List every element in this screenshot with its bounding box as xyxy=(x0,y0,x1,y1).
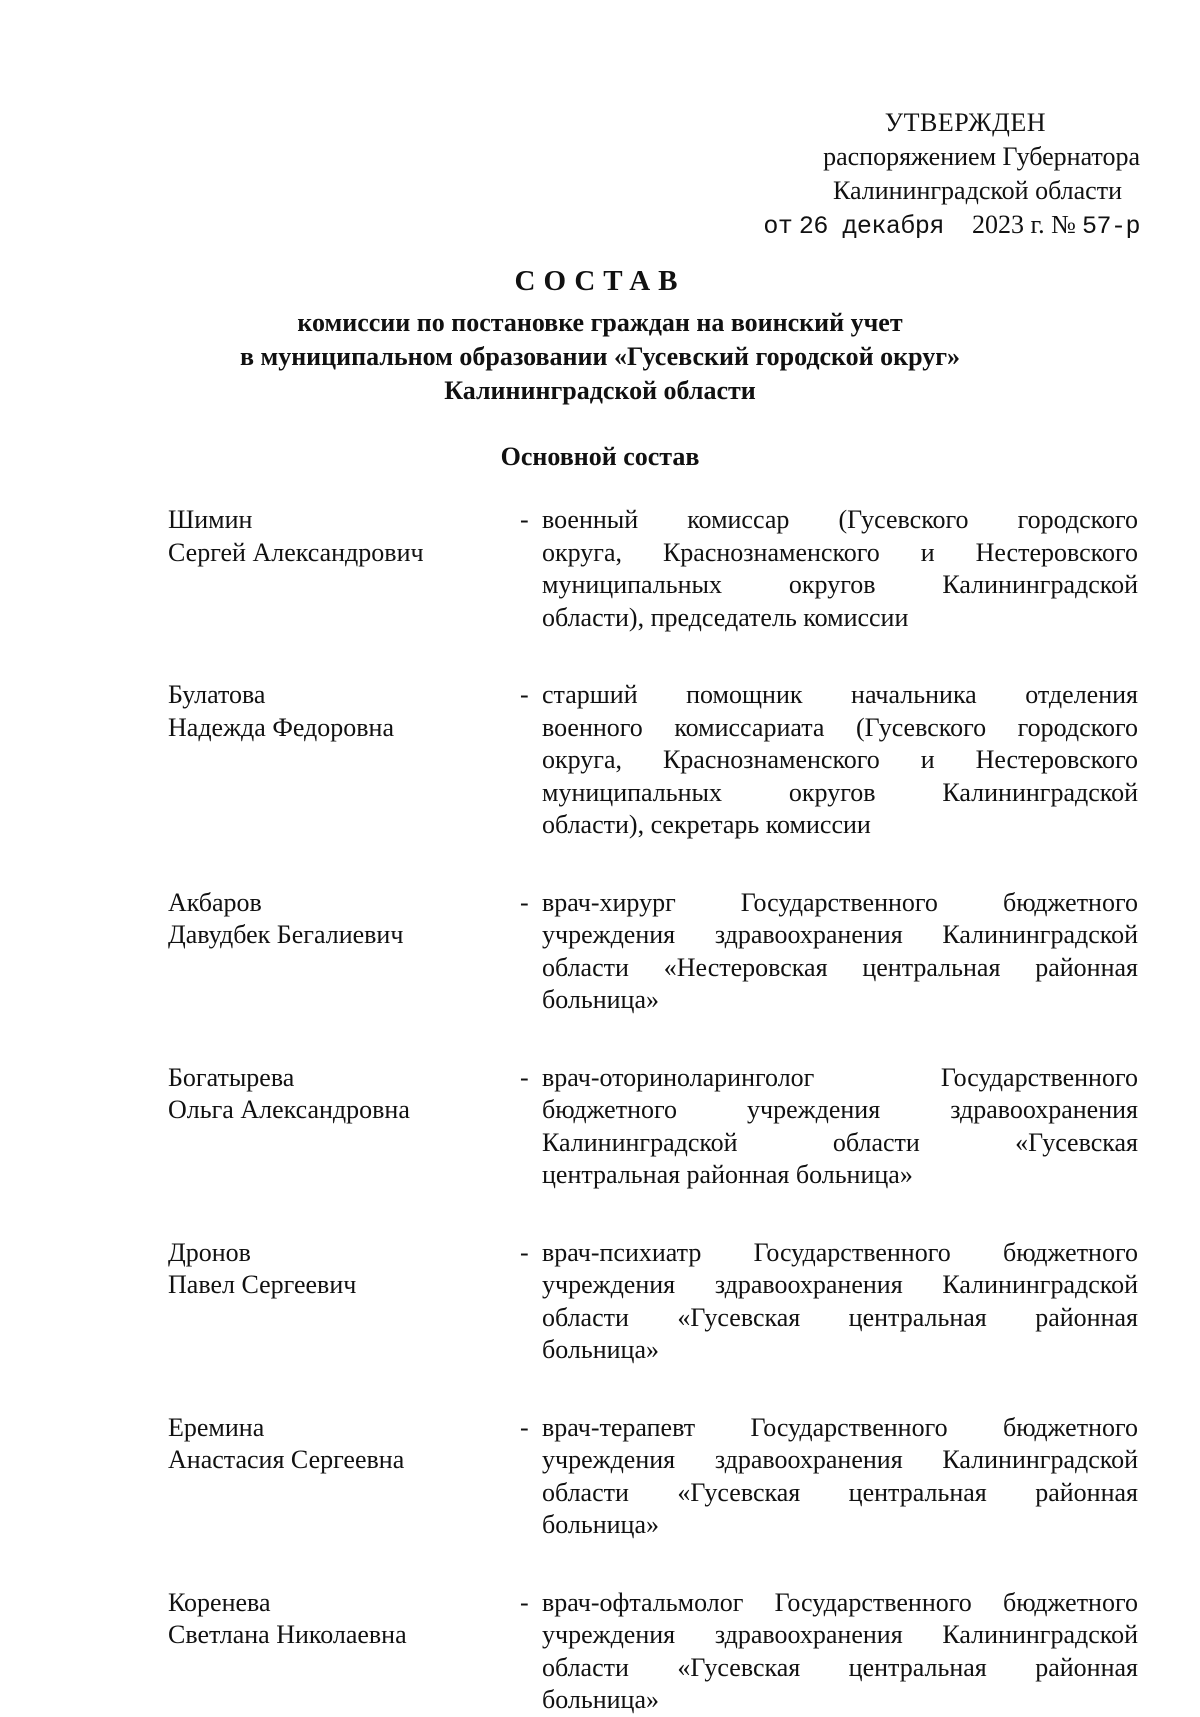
member-role-line: муниципальных округов Калининградской xyxy=(542,777,1138,807)
member-role-line: области), председатель комиссии xyxy=(542,602,909,632)
member-row xyxy=(168,1587,1138,1717)
member-role-line: области «Нестеровская центральная районная xyxy=(542,952,1138,982)
member-role-line: врач-терапевт Государственного бюджетного xyxy=(542,1412,1138,1442)
member-given-names: Анастасия Сергеевна xyxy=(168,1445,405,1474)
member-name xyxy=(168,1237,520,1302)
member-role xyxy=(542,1237,1138,1367)
member-surname: Еремина xyxy=(168,1412,265,1442)
member-dash: - xyxy=(520,505,529,534)
member-role-line: врач-психиатр Государственного бюджетного xyxy=(542,1237,1138,1267)
member-role-line: больница» xyxy=(542,1335,659,1364)
member-role-line: старший помощник начальника отделения xyxy=(542,680,1138,709)
member-role xyxy=(542,1412,1138,1542)
date-prefix: от xyxy=(763,212,793,241)
member-role-line: области «Гусевская центральная районная xyxy=(542,1477,1138,1507)
member-role-line: муниципальных округов Калининградской xyxy=(542,570,1138,599)
member-role-line: области «Гусевская центральная районная xyxy=(542,1302,1138,1332)
member-dash: - xyxy=(520,1412,529,1442)
member-role-line: военный комиссар (Гусевского городского xyxy=(542,505,1138,534)
member-role-line: военного комиссариата (Гусевского городского xyxy=(542,712,1138,742)
member-row xyxy=(168,504,1138,634)
approval-authority: распоряжением Губернатора xyxy=(823,142,1140,171)
member-role xyxy=(542,1062,1138,1192)
member-given-names: Ольга Александровна xyxy=(168,1095,410,1124)
title-line-2: в муниципальном образовании «Гусевский городской округ» xyxy=(239,342,961,371)
member-row xyxy=(168,1237,1138,1367)
document-title xyxy=(0,264,1200,408)
member-role-line: врач-оториноларинголог Государственного xyxy=(542,1062,1138,1092)
title-line-3: Калининградской области xyxy=(444,376,756,405)
member-role-line: врач-офтальмолог Государственного бюджетного xyxy=(542,1587,1138,1617)
member-surname: Шимин xyxy=(168,505,253,534)
title-main: СОСТАВ xyxy=(514,265,686,297)
date-year: 2023 г. № xyxy=(971,210,1076,239)
member-role-line: округа, Краснознаменского и Нестеровского xyxy=(542,745,1138,774)
member-role-line: центральная районная больница» xyxy=(542,1160,913,1189)
member-role-line: области «Гусевская центральная районная xyxy=(542,1652,1138,1682)
member-role-line: учреждения здравоохранения Калининградской xyxy=(542,1620,1138,1649)
title-line-1: комиссии по постановке граждан на воинский учет xyxy=(297,308,903,337)
member-role-line: больница» xyxy=(542,1685,659,1714)
member-surname: Булатова xyxy=(168,680,266,709)
members-list xyxy=(168,504,1138,1717)
approval-label: УТВЕРЖДЕН xyxy=(884,108,1046,137)
member-dash: - xyxy=(520,1587,529,1617)
member-dash: - xyxy=(520,1062,529,1092)
member-role-line: врач-хирург Государственного бюджетного xyxy=(542,887,1138,917)
member-row xyxy=(168,679,1138,842)
member-row xyxy=(168,887,1138,1017)
member-role-line: учреждения здравоохранения Калининградской xyxy=(542,1270,1138,1299)
member-role-line: области), секретарь комиссии xyxy=(542,810,871,839)
member-role-line: больница» xyxy=(542,1510,659,1539)
section-heading: Основной состав xyxy=(500,442,700,471)
member-row xyxy=(168,1412,1138,1542)
member-role xyxy=(542,887,1138,1017)
member-role-line: больница» xyxy=(542,985,659,1014)
member-surname: Коренева xyxy=(168,1587,271,1617)
member-role-line: Калининградской области «Гусевская xyxy=(542,1127,1138,1157)
member-name xyxy=(168,1587,520,1652)
member-row xyxy=(168,1062,1138,1192)
member-name xyxy=(168,1062,520,1127)
member-surname: Богатырева xyxy=(168,1062,295,1092)
member-dash: - xyxy=(520,887,529,917)
member-role-line: бюджетного учреждения здравоохранения xyxy=(542,1095,1138,1124)
member-role xyxy=(542,504,1138,634)
member-given-names: Надежда Федоровна xyxy=(168,712,395,742)
member-name xyxy=(168,1412,520,1477)
member-surname: Дронов xyxy=(168,1237,251,1267)
member-role xyxy=(542,1587,1138,1717)
member-given-names: Сергей Александрович xyxy=(168,537,424,567)
member-dash: - xyxy=(520,680,529,709)
approval-block xyxy=(640,106,1140,244)
approval-date-line xyxy=(640,208,1140,244)
member-role xyxy=(542,679,1138,842)
member-surname: Акбаров xyxy=(168,887,262,917)
member-name xyxy=(168,679,520,744)
member-name xyxy=(168,504,520,569)
order-number: 57-р xyxy=(1081,212,1140,241)
date-day-month: 26 декабря xyxy=(798,212,944,241)
member-given-names: Светлана Николаевна xyxy=(168,1620,407,1649)
member-dash: - xyxy=(520,1237,529,1267)
member-given-names: Павел Сергеевич xyxy=(168,1270,357,1299)
member-given-names: Давудбек Бегалиевич xyxy=(168,920,404,949)
member-name xyxy=(168,887,520,952)
approval-region: Калининградской области xyxy=(832,176,1122,205)
member-role-line: учреждения здравоохранения Калининградской xyxy=(542,1445,1138,1474)
member-role-line: учреждения здравоохранения Калининградской xyxy=(542,920,1138,949)
member-role-line: округа, Краснознаменского и Нестеровского xyxy=(542,537,1138,567)
